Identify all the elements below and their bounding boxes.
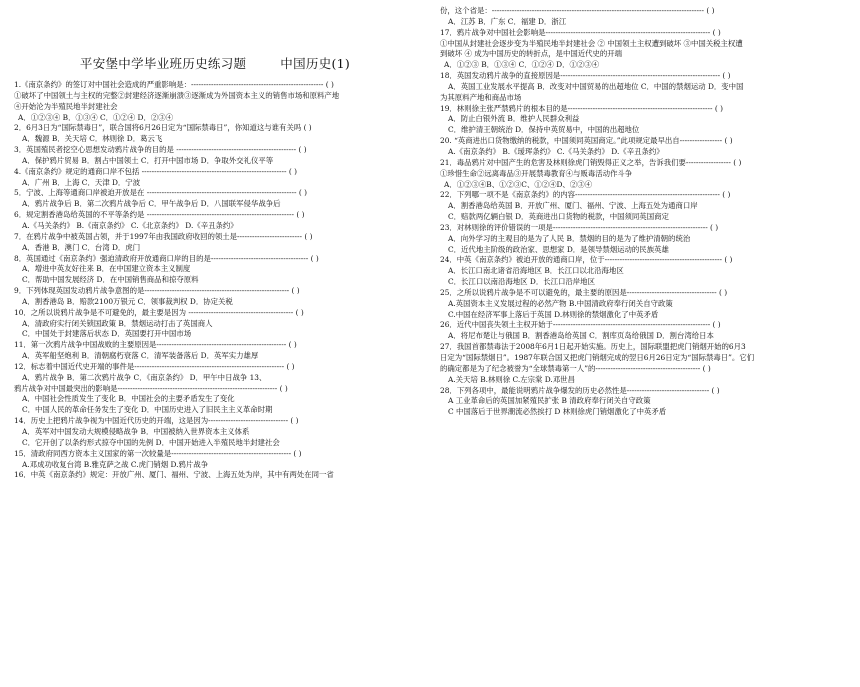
text-line: 14．历史上把鸦片战争视为中国近代历史的开端，这是因为-------------------------------- ( ) [14, 416, 299, 426]
text-line: 的确定都是为了纪念被誉为“全球禁毒第一人”的------------------------------------------ ( ) [440, 363, 711, 373]
text-line: 7．在鸦片战争中被英国占领，并于1997年由我国政府收回的领土是-------------------------- ( ) [14, 231, 313, 241]
text-line: 鸦片战争对中国最突出的影响是---------------------------------------------------------------- ( ) [14, 383, 288, 393]
page-title [0, 54, 430, 72]
text-line: 26．近代中国丧失领土主权开始于--------------------------------------------------------------- ( ) [440, 320, 721, 330]
text-line: 1.《南京条约》的签订对中国社会造成的严重影响是：----------------------------------------------------- ( ) [14, 80, 334, 89]
text-line: A．将尼布楚让与俄国 B．割香港岛给英国 C．割库页岛给俄国 D．割台湾给日本 [448, 331, 714, 341]
text-line: 28．下列各项中，最能说明鸦片战争爆发的历史必然性是--------------------------------- ( ) [440, 385, 720, 395]
text-line: 3．英国殖民者挖空心思想发动鸦片战争的目的是 ------------------------------------------------ ( ) [14, 145, 307, 155]
text-line: C．它开创了以条约形式掠夺中国的先例 D．中国开始进入半殖民地半封建社会 [22, 437, 280, 447]
text-line: A．割香港岛给英国 B．开放广州、厦门、福州、宁波、上海五处为通商口岸 [448, 201, 698, 211]
text-line: 为其原料产地和商品市场 [440, 92, 522, 102]
text-line: A．①②③ B．①③④ C．①②④ D．①②③④ [444, 60, 600, 70]
text-line: 6．规定割香港岛给英国的不平等条约是 ----------------------------------------------------------- ( ) [14, 210, 305, 220]
text-line: 日定为“国际禁烟日”。1987年联合国又把虎门销烟完成的翌日6月26日定为“国际禁毒日”。它们 [440, 353, 755, 362]
text-line: A．①②③④B、①②③C、①②④D、②③④ [444, 179, 592, 189]
text-line: C．帮助中国发展经济 D．在中国销售商品和掠夺原料 [22, 275, 199, 285]
text-line: A．香港 B．澳门 C．台湾 D．虎门 [22, 242, 141, 252]
text-line: 到破坏 ④ 成为中国历史的转折点，是中国近代史的开端 [440, 49, 623, 59]
text-line: A．魏源 B．关天培 C．林则徐 D．葛云飞 [22, 134, 163, 144]
text-line: 27．我国首都禁毒法于2008年6月1日起开始实施。历史上，国际联盟把虎门销烟开始的6月3 [440, 342, 746, 352]
text-line: A．鸦片战争 B．第二次鸦片战争 C．《南京条约》 D．甲午中日战争 13、 [22, 372, 267, 382]
text-line: 16．中英《南京条约》规定：开放广州、厦门、福州、宁波、上海五处为岸，其中有两处在同一省 [14, 470, 334, 480]
text-line: A．防止白银外流 B．维护人民群众利益 [448, 114, 580, 124]
text-line: C．长江口以南沿海地区 D．长江口沿岸地区 [448, 277, 595, 287]
title-sub: 中国历史(1) [280, 56, 351, 71]
text-line: A.英国资本主义发展过程的必然产物 B.中国清政府奉行闭关自守政策 [448, 298, 673, 308]
text-line: A．鸦片战争后 B．第二次鸦片战争后 C．甲午战争后 D．八国联军侵华战争后 [22, 199, 281, 209]
text-line: A．增进中英友好往来 B．在中国建立资本主义制度 [22, 264, 191, 274]
title-main: 平安堡中学毕业班历史练习题 [79, 56, 247, 71]
text-line: A．保护鸦片贸易 B．割占中国领土 C．打开中国市场 D．争取外交礼仪平等 [22, 155, 274, 165]
text-line: A．割香港岛 B．赔款2100万银元 C．领事裁判权 D．协定关税 [22, 296, 233, 306]
text-line: C．中国处于封建落后状态 D．英国要打开中国市场 [22, 329, 192, 339]
text-line: C．中国人民的革命任务发生了变化 D．中国历史进入了旧民主主义革命时期 [22, 405, 273, 415]
text-line: A．英军船坚炮利 B．清朝腐朽衰落 C．清军装备落后 D．英军实力雄厚 [22, 351, 259, 361]
text-line: 22．下列哪一项不是《南京条约》的内容---------------------------------------------------------- ( ) [440, 190, 731, 200]
text-line: A.《南京条约》 B.《瑷珲条约》 C.《马关条约》 D.《辛丑条约》 [448, 146, 664, 156]
text-line: 份，这个省是：------------------------------------------------------------------------------------- ( ) [440, 6, 715, 15]
text-line: 23．对林则徐的评价错误的一项是-------------------------------------------------------------- ( ) [440, 222, 719, 232]
text-line: 17．鸦片战争对中国社会影响是------------------------------------------------------------------ ( ) [440, 27, 721, 37]
text-line: A．①②③④ B．①③④ C．①②④ D．②③④ [18, 112, 174, 122]
text-line: 12．标志着中国近代史开端的事件是------------------------------------------------------------ ( ) [14, 361, 295, 371]
text-line: ①珍惜生命②远离毒品③开展禁毒教育④与贩毒活动作斗争 [440, 168, 633, 178]
text-line: 24．中英《南京条约》被迫开放的通商口岸，位于----------------------------------------------- ( ) [440, 255, 733, 265]
text-line: A．广州 B．上海 C．天津 D．宁波 [22, 177, 141, 187]
text-line: A．长江口南北诸省沿海地区 B．长江口以北沿海地区 [448, 266, 624, 276]
text-line: A．清政府实行闭关锁国政策 B．禁烟运动打击了英国商人 [22, 318, 213, 328]
text-line: 9．下列体现英国发动鸦片战争意图的是---------------------------------------------------------- ( ) [14, 286, 300, 296]
text-line: C.中国在经济军事上落后于英国 D.林则徐的禁烟激化了中英矛盾 [448, 309, 659, 319]
text-line: C．近代地主阶级的政治家、思想家 D．是领导禁烟运动的民族英雄 [448, 244, 669, 254]
text-line: 10．之所以说鸦片战争是不可避免的，最主要是因为 ------------------------------------------ ( ) [14, 307, 304, 317]
text-line: 19．林则徐主张严禁鸦片的根本目的是---------------------------------------------------------- ( ) [440, 103, 723, 113]
text-line: A．江苏 B．广东 C．福建 D．浙江 [448, 16, 567, 26]
text-line: 15．清政府同西方资本主义国家的第一次较量是------------------------------------------------ ( ) [14, 448, 302, 458]
text-line: 8．英国通过《南京条约》强迫清政府开放通商口岸的目的是--------------------------------------- ( ) [14, 253, 319, 263]
text-line: C．赔款两亿辆白银 D．英商进出口货物的税款，中国须同英国商定 [448, 212, 669, 222]
right-column [440, 6, 850, 613]
text-line: 4.《南京条约》规定的通商口岸不包括 ---------------------------------------------------------- ( ) [14, 166, 297, 176]
text-line: 18．英国发动鸦片战争的直接原因是---------------------------------------------------------------- ( ) [440, 71, 731, 81]
text-line: C．维护清王朝统治 D．保持中英贸易中，中国的出超地位 [448, 125, 640, 135]
text-line: A.《马关条约》 B.《南京条约》 C.《北京条约》 D.《辛丑条约》 [22, 220, 238, 230]
left-column [14, 80, 426, 687]
text-line: 25．之所以说鸦片战争是不可以避免的，最主要的原因是------------------------------------ ( ) [440, 287, 728, 297]
text-line: A．英军对中国发动大规模侵略战争 B．中国被纳入世界资本主义体系 [22, 427, 250, 436]
text-line: 2．6月3日为“国际禁毒日”，联合国将6月26日定为“国际禁毒日”，你知道这与谁有关吗 ( ) [14, 123, 312, 133]
text-line: ①破坏了中国领土与主权的完整②封建经济逐渐崩溃③逐渐成为外国资本主义的销售市场和原料产地 [14, 90, 340, 100]
text-line: 5．宁波、上海等通商口岸被迫开放是在 ------------------------------------------------------------ ( ) [14, 188, 307, 198]
text-line: ④开始沦为半殖民地半封建社会 [14, 101, 118, 111]
text-line: ①中国从封建社会逐步变为半殖民地半封建社会 ② 中国领土主权遭到破坏 ③中国关税主权遭 [440, 38, 743, 48]
text-line: A．向外学习的主观目的是为了人民 B．禁烟的目的是为了维护清朝的统治 [448, 233, 691, 243]
text-line: 11．第一次鸦片战争中国战败的主要原因是---------------------------------------------------- ( ) [14, 340, 297, 350]
text-line: 21．毒品鸦片对中国产生的危害及林则徐虎门销毁得正义之举，告诉我们要------------------ ( ) [440, 157, 742, 167]
text-line: A．中国社会性质发生了变化 B．中国社会的主要矛盾发生了变化 [22, 394, 235, 404]
text-line: A.邓成功收复台湾 B.雅克萨之战 C.虎门销烟 D.鸦片战争 [22, 459, 209, 469]
text-line: A 工业革命后的英国加紧殖民扩张 B 清政府奉行闭关自守政策 [448, 396, 651, 406]
text-line: A.关天培 B.林则徐 C.左宗棠 D.邓世昌 [448, 374, 575, 384]
text-line: 20. “英商进出口货物缴纳的税款，中国须同英国商定。”此项规定最早出自----------------- ( ) [440, 136, 733, 146]
text-line: C 中国落后于世界潮流必然挨打 D 林则徐虎门销烟激化了中英矛盾 [448, 407, 667, 417]
text-line: A．英国工业发展水平提高 B．改变对中国贸易的出超地位 C．中国的禁烟运动 D．变中国 [448, 81, 744, 91]
